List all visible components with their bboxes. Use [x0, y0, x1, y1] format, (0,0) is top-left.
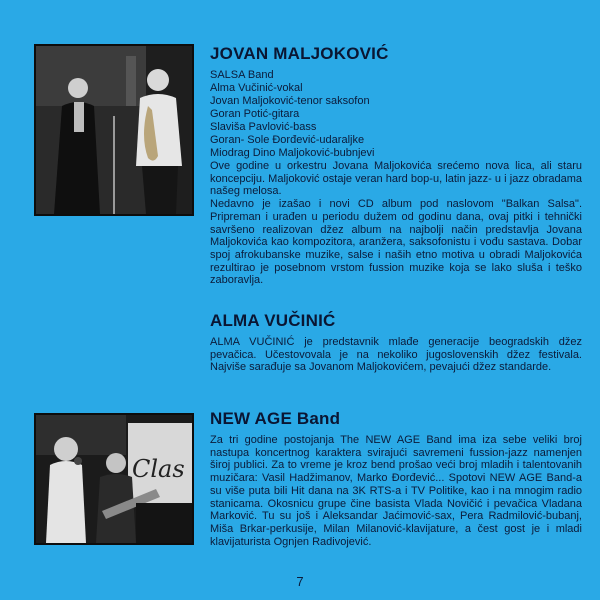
- lineup-member: Miodrag Dino Maljoković-bubnjevi: [210, 147, 375, 159]
- paragraph-jovan-intro: Ove godine u orkestru Jovana Maljokovića srećemo nova lica, ali staru koncepciju. Maljoković ostaje veran hard bop-u, latin jazz- u i jazz obradama našeg melosa.: [210, 160, 582, 198]
- lineup-member: Goran Potić-gitara: [210, 108, 300, 120]
- photo-new-age-band-image: [36, 415, 192, 543]
- lineup-member: Alma Vučinić-vokal: [210, 82, 303, 94]
- lineup-list: [210, 69, 582, 160]
- photo-jovan-maljokovic: [34, 44, 194, 216]
- photo-new-age-band: [34, 413, 194, 545]
- section-new-age-band: [210, 409, 582, 548]
- heading-jovan-maljokovic: JOVAN MALJOKOVIĆ: [210, 44, 389, 63]
- lineup-member: Slaviša Pavlović-bass: [210, 121, 317, 133]
- section-alma-vucinic: [210, 311, 582, 374]
- paragraph-jovan-album: Nedavno je izašao i novi CD album pod naslovom "Balkan Salsa". Pripreman i urađen u periodu dužem od godinu dana, ovaj pitki i tehnički savršeno realizovan džez album na najbolji način predstavlja Jovana Maljokovića kao kompozitora, aranžera, saksofonistu i vođu sastava. Dobar spoj afrokubanske muzike, salse i naših etno motiva u obradi Maljokovića rezultirao je posebnom vrstom fussion muzike koja se lako sluša i teško zaboravlja.: [210, 198, 582, 287]
- lineup-band-name: SALSA Band: [210, 69, 274, 81]
- heading-new-age-band: NEW AGE Band: [210, 409, 341, 428]
- page-number: 7: [296, 574, 304, 589]
- lineup-member: Jovan Maljoković-tenor saksofon: [210, 95, 370, 107]
- heading-alma-vucinic: ALMA VUČINIĆ: [210, 311, 336, 330]
- paragraph-alma: ALMA VUČINIĆ je predstavnik mlađe generacije beogradskih džez pevačica. Učestovovala je na nekoliko jugoslovenskih džez festivala. Najviše sarađuje sa Jovanom Maljokovićem, pevajući džez standarde.: [210, 336, 582, 374]
- section-jovan-maljokovic: [210, 44, 582, 287]
- paragraph-new-age-band: Za tri godine postojanja The NEW AGE Band ima iza sebe veliki broj nastupa koncertnog karaktera svirajući savremeni fussion-jazz namenjen široj publici. Za to vreme je kroz bend prošao veći broj mladih i talentovanih muzičara: Vasil Hadžimanov, Marko Đorđević... Spotovi NEW AGE Band-a su više puta bili Hit dana na 3K RTS-a i TV Politike, kao i na mnogim radio stanicama. Okosnicu grupe čine basista Vlada Novičić i pevačica Vladana Marković. Tu su još i Aleksandar Jaćimović-sax, Pera Radmilović-bubanj, Miša Brkar-perkusije, Milan Milanović-klavijature, a čest gost je i mladi klavijaturista Ognjen Radivojević.: [210, 434, 582, 548]
- lineup-member: Goran- Sole Đorđević-udaraljke: [210, 134, 365, 146]
- photo-jovan-maljokovic-image: [36, 46, 192, 214]
- stage-sign-text: Clas: [132, 455, 185, 483]
